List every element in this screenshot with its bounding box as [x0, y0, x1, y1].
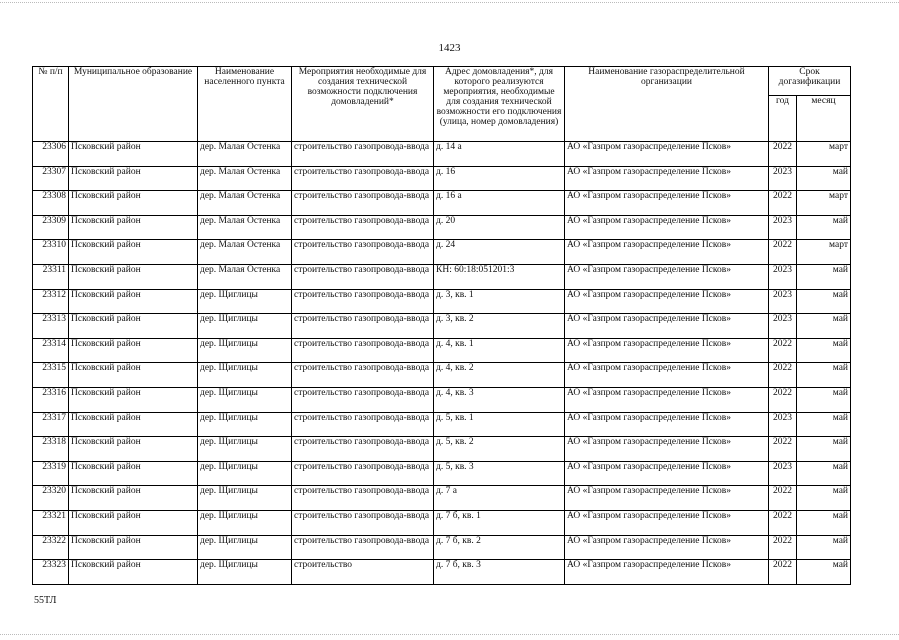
cell-month: май — [797, 412, 851, 437]
table-row — [33, 560, 851, 585]
footer-code: 55ТЛ — [34, 595, 57, 606]
cell-num: 23311 — [33, 264, 69, 289]
cell-num: 23307 — [33, 166, 69, 191]
table-row — [33, 412, 851, 437]
cell-settlement: дер. Щиглицы — [198, 437, 292, 462]
cell-measure: строительство газопровода-ввода — [292, 142, 434, 167]
cell-num: 23312 — [33, 289, 69, 314]
page-number: 1423 — [438, 42, 461, 54]
header-measures: Мероприятия необходимые для создания технической возможности подключения домовладений* — [292, 67, 434, 142]
cell-gas-org: АО «Газпром газораспределение Псков» — [565, 142, 769, 167]
cell-settlement: дер. Малая Остенка — [198, 166, 292, 191]
cell-address: д. 14 а — [434, 142, 565, 167]
cell-address: д. 16 — [434, 166, 565, 191]
cell-num: 23318 — [33, 437, 69, 462]
cell-gas-org: АО «Газпром газораспределение Псков» — [565, 486, 769, 511]
cell-address: д. 16 а — [434, 191, 565, 216]
cell-measure: строительство газопровода-ввода — [292, 461, 434, 486]
cell-num: 23308 — [33, 191, 69, 216]
cell-measure: строительство газопровода-ввода — [292, 387, 434, 412]
cell-month: май — [797, 387, 851, 412]
cell-municipality: Псковский район — [69, 142, 198, 167]
header-address: Адрес домовладения*, для которого реализуются мероприятия, необходимые для создания технической возможности его подключения (улица, номер домовладения) — [434, 67, 565, 142]
cell-year: 2023 — [769, 264, 797, 289]
cell-year: 2022 — [769, 510, 797, 535]
cell-year: 2022 — [769, 338, 797, 363]
cell-measure: строительство газопровода-ввода — [292, 264, 434, 289]
cell-municipality: Псковский район — [69, 412, 198, 437]
header-year: год — [769, 96, 797, 142]
cell-month: май — [797, 560, 851, 585]
cell-municipality: Псковский район — [69, 461, 198, 486]
cell-settlement: дер. Малая Остенка — [198, 264, 292, 289]
cell-address: д. 5, кв. 1 — [434, 412, 565, 437]
table-row — [33, 510, 851, 535]
cell-municipality: Псковский район — [69, 535, 198, 560]
table-row — [33, 338, 851, 363]
table-row — [33, 486, 851, 511]
cell-year: 2023 — [769, 412, 797, 437]
cell-month: май — [797, 289, 851, 314]
cell-num: 23310 — [33, 240, 69, 265]
cell-address: д. 3, кв. 1 — [434, 289, 565, 314]
cell-month: май — [797, 535, 851, 560]
cell-num: 23306 — [33, 142, 69, 167]
cell-measure: строительство газопровода-ввода — [292, 166, 434, 191]
cell-year: 2022 — [769, 535, 797, 560]
cell-settlement: дер. Щиглицы — [198, 289, 292, 314]
cell-municipality: Псковский район — [69, 314, 198, 339]
table-row — [33, 264, 851, 289]
cell-num: 23317 — [33, 412, 69, 437]
cell-num: 23319 — [33, 461, 69, 486]
table-row — [33, 363, 851, 388]
cell-measure: строительство газопровода-ввода — [292, 510, 434, 535]
cell-measure: строительство газопровода-ввода — [292, 486, 434, 511]
cell-measure: строительство газопровода-ввода — [292, 437, 434, 462]
cell-address: д. 5, кв. 3 — [434, 461, 565, 486]
cell-settlement: дер. Щиглицы — [198, 363, 292, 388]
cell-month: май — [797, 166, 851, 191]
cell-address: д. 7 а — [434, 486, 565, 511]
table-row — [33, 142, 851, 167]
cell-gas-org: АО «Газпром газораспределение Псков» — [565, 461, 769, 486]
cell-settlement: дер. Малая Остенка — [198, 240, 292, 265]
cell-measure: строительство газопровода-ввода — [292, 412, 434, 437]
cell-year: 2022 — [769, 191, 797, 216]
cell-settlement: дер. Щиглицы — [198, 314, 292, 339]
cell-month: май — [797, 510, 851, 535]
table-row — [33, 461, 851, 486]
table-header-row — [33, 67, 851, 96]
cell-address: д. 7 б, кв. 1 — [434, 510, 565, 535]
cell-gas-org: АО «Газпром газораспределение Псков» — [565, 240, 769, 265]
cell-address: д. 24 — [434, 240, 565, 265]
cell-municipality: Псковский район — [69, 289, 198, 314]
cell-month: март — [797, 240, 851, 265]
cell-address: д. 7 б, кв. 3 — [434, 560, 565, 585]
cell-year: 2022 — [769, 387, 797, 412]
cell-gas-org: АО «Газпром газораспределение Псков» — [565, 560, 769, 585]
cell-address: д. 4, кв. 2 — [434, 363, 565, 388]
cell-month: март — [797, 142, 851, 167]
cell-settlement: дер. Щиглицы — [198, 486, 292, 511]
cell-gas-org: АО «Газпром газораспределение Псков» — [565, 535, 769, 560]
cell-year: 2022 — [769, 240, 797, 265]
cell-gas-org: АО «Газпром газораспределение Псков» — [565, 363, 769, 388]
cell-year: 2023 — [769, 314, 797, 339]
cell-month: май — [797, 461, 851, 486]
cell-year: 2023 — [769, 166, 797, 191]
cell-address: КН: 60:18:051201:3 — [434, 264, 565, 289]
header-municipality: Муниципальное образование — [69, 67, 198, 142]
cell-num: 23322 — [33, 535, 69, 560]
cell-measure: строительство газопровода-ввода — [292, 363, 434, 388]
cell-year: 2022 — [769, 486, 797, 511]
cell-municipality: Псковский район — [69, 166, 198, 191]
cell-gas-org: АО «Газпром газораспределение Псков» — [565, 437, 769, 462]
cell-num: 23315 — [33, 363, 69, 388]
cell-year: 2022 — [769, 560, 797, 585]
header-settlement: Наименование населенного пункта — [198, 67, 292, 142]
cell-gas-org: АО «Газпром газораспределение Псков» — [565, 510, 769, 535]
cell-measure: строительство газопровода-ввода — [292, 289, 434, 314]
cell-year: 2023 — [769, 461, 797, 486]
cell-settlement: дер. Щиглицы — [198, 412, 292, 437]
cell-month: март — [797, 191, 851, 216]
cell-num: 23316 — [33, 387, 69, 412]
cell-measure: строительство — [292, 560, 434, 585]
cell-address: д. 4, кв. 1 — [434, 338, 565, 363]
cell-measure: строительство газопровода-ввода — [292, 215, 434, 240]
cell-address: д. 3, кв. 2 — [434, 314, 565, 339]
cell-gas-org: АО «Газпром газораспределение Псков» — [565, 166, 769, 191]
cell-address: д. 7 б, кв. 2 — [434, 535, 565, 560]
table-row — [33, 387, 851, 412]
cell-num: 23313 — [33, 314, 69, 339]
cell-year: 2022 — [769, 437, 797, 462]
cell-settlement: дер. Малая Остенка — [198, 142, 292, 167]
cell-municipality: Псковский район — [69, 240, 198, 265]
cell-measure: строительство газопровода-ввода — [292, 240, 434, 265]
cell-year: 2023 — [769, 215, 797, 240]
scan-edge-bottom — [0, 634, 899, 636]
table-row — [33, 289, 851, 314]
cell-month: май — [797, 314, 851, 339]
header-month: месяц — [797, 96, 851, 142]
table-row — [33, 535, 851, 560]
cell-measure: строительство газопровода-ввода — [292, 338, 434, 363]
cell-address: д. 4, кв. 3 — [434, 387, 565, 412]
table-body — [33, 142, 851, 585]
cell-municipality: Псковский район — [69, 191, 198, 216]
cell-gas-org: АО «Газпром газораспределение Псков» — [565, 387, 769, 412]
header-term: Срок догазификации — [769, 67, 851, 96]
cell-address: д. 20 — [434, 215, 565, 240]
cell-gas-org: АО «Газпром газораспределение Псков» — [565, 191, 769, 216]
cell-settlement: дер. Щиглицы — [198, 560, 292, 585]
cell-settlement: дер. Щиглицы — [198, 338, 292, 363]
cell-month: май — [797, 338, 851, 363]
cell-gas-org: АО «Газпром газораспределение Псков» — [565, 289, 769, 314]
cell-year: 2023 — [769, 289, 797, 314]
cell-year: 2022 — [769, 142, 797, 167]
cell-num: 23314 — [33, 338, 69, 363]
cell-settlement: дер. Щиглицы — [198, 535, 292, 560]
cell-municipality: Псковский район — [69, 338, 198, 363]
cell-address: д. 5, кв. 2 — [434, 437, 565, 462]
cell-settlement: дер. Щиглицы — [198, 461, 292, 486]
cell-gas-org: АО «Газпром газораспределение Псков» — [565, 215, 769, 240]
cell-gas-org: АО «Газпром газораспределение Псков» — [565, 412, 769, 437]
cell-num: 23321 — [33, 510, 69, 535]
cell-measure: строительство газопровода-ввода — [292, 314, 434, 339]
table-row — [33, 314, 851, 339]
table-row — [33, 166, 851, 191]
cell-municipality: Псковский район — [69, 486, 198, 511]
header-gas-org: Наименование газораспределительной организации — [565, 67, 769, 142]
cell-num: 23309 — [33, 215, 69, 240]
cell-num: 23323 — [33, 560, 69, 585]
cell-gas-org: АО «Газпром газораспределение Псков» — [565, 338, 769, 363]
table-row — [33, 191, 851, 216]
cell-municipality: Псковский район — [69, 510, 198, 535]
cell-settlement: дер. Щиглицы — [198, 387, 292, 412]
cell-settlement: дер. Малая Остенка — [198, 191, 292, 216]
cell-measure: строительство газопровода-ввода — [292, 191, 434, 216]
cell-municipality: Псковский район — [69, 215, 198, 240]
cell-month: май — [797, 486, 851, 511]
cell-month: май — [797, 264, 851, 289]
table-row — [33, 215, 851, 240]
cell-municipality: Псковский район — [69, 437, 198, 462]
cell-gas-org: АО «Газпром газораспределение Псков» — [565, 264, 769, 289]
table-row — [33, 240, 851, 265]
header-num: № п/п — [33, 67, 69, 142]
cell-gas-org: АО «Газпром газораспределение Псков» — [565, 314, 769, 339]
cell-measure: строительство газопровода-ввода — [292, 535, 434, 560]
cell-month: май — [797, 437, 851, 462]
cell-municipality: Псковский район — [69, 363, 198, 388]
cell-settlement: дер. Щиглицы — [198, 510, 292, 535]
cell-municipality: Псковский район — [69, 264, 198, 289]
cell-month: май — [797, 363, 851, 388]
table-row — [33, 437, 851, 462]
cell-municipality: Псковский район — [69, 387, 198, 412]
cell-year: 2022 — [769, 363, 797, 388]
cell-month: май — [797, 215, 851, 240]
scan-edge-top — [0, 2, 899, 4]
cell-municipality: Псковский район — [69, 560, 198, 585]
cell-num: 23320 — [33, 486, 69, 511]
cell-settlement: дер. Малая Остенка — [198, 215, 292, 240]
register-table — [32, 66, 851, 585]
